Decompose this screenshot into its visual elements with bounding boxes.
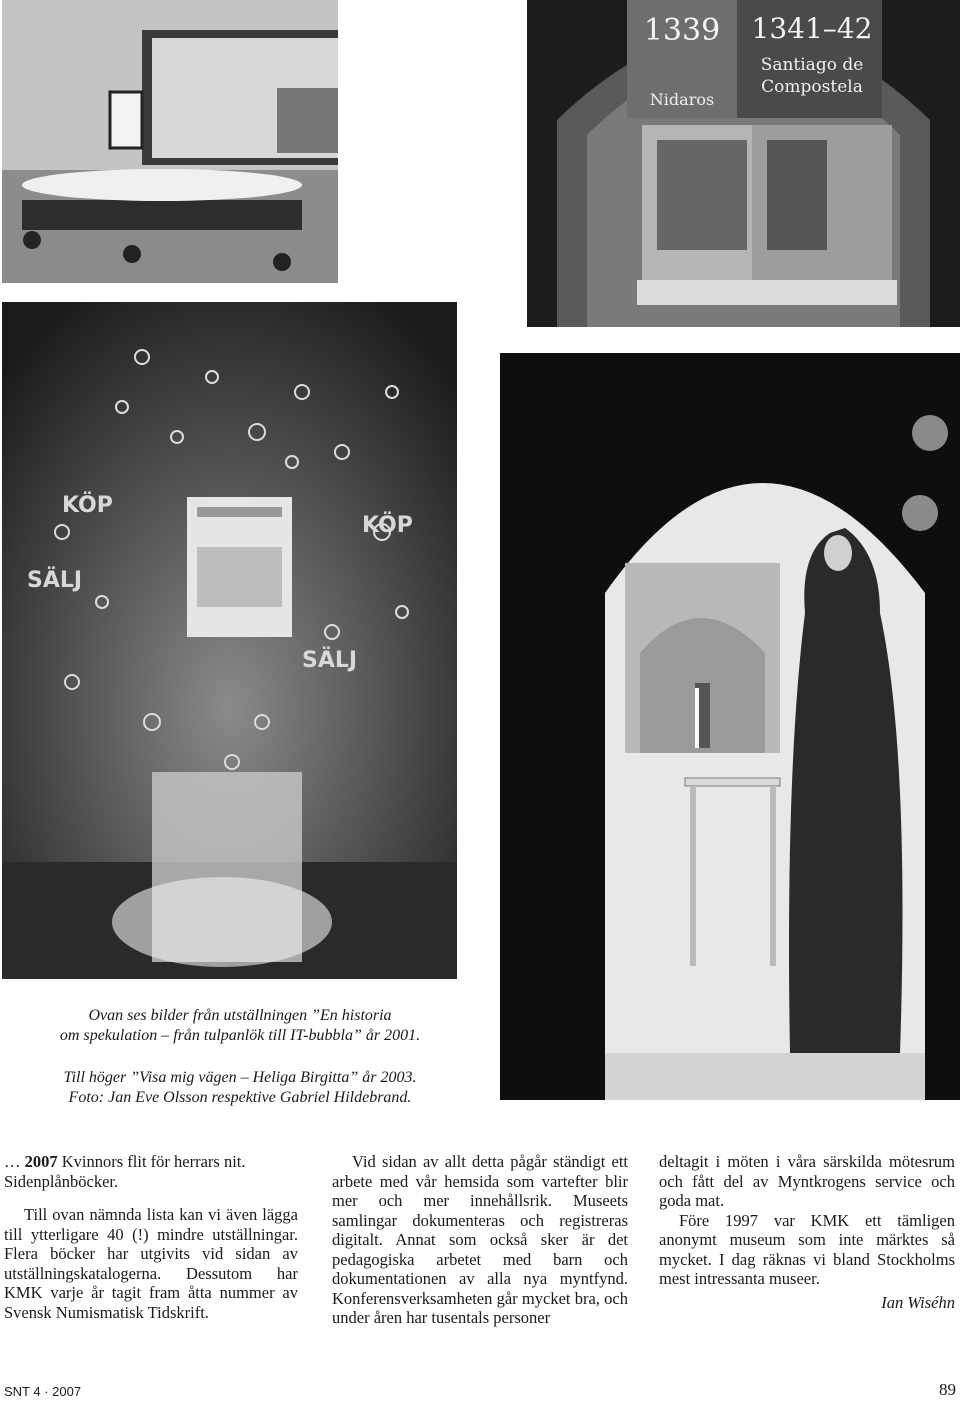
paragraph: Till ovan nämnda lista kan vi även lägga till ytterligare 40 (!) mindre utställningar. Flera böcker har utgivits vid sidan av utställningskatalogerna. Dessutom har KMK varje år tagit fram åtta nummer av Svensk Numismatisk Tidskrift.	[4, 1205, 298, 1322]
place-nidaros: Nidaros	[649, 90, 715, 109]
caption-line: om spekulation – från tulpanlök till IT-bubbla” år 2001.	[59, 1027, 421, 1044]
text-column-1	[4, 1152, 298, 1322]
page-number: 89	[939, 1380, 956, 1399]
paragraph: Vid sidan av allt detta pågår ständigt ett arbete med vår hemsida som vartefter blir mer och mer innehållsrik. Museets samlingar dokumenteras och registreras digitalt. Annat som också sker är det pedagogiska arbetet med barn och dokumentationen av alla nya myntfynd. Konferensverksamheten går mycket bra, och under åren har tusentals personer	[332, 1152, 628, 1327]
year-label: 2007	[24, 1152, 58, 1171]
text-column-2	[332, 1152, 628, 1328]
journal-footer: SNT 4 · 2007	[4, 1384, 82, 1399]
author-signature: Ian Wiséhn	[881, 1292, 955, 1312]
sign-salj-2: SÄLJ	[302, 648, 358, 673]
photo-bubble-exhibition	[2, 302, 457, 979]
sign-kop-1: KÖP	[62, 493, 113, 518]
place-compostela: Compostela	[761, 77, 863, 97]
caption-birgitta	[40, 1068, 440, 1108]
paragraph: Före 1997 var KMK ett tämligen anonymt museum som inte märktes så mycket. I dag räknas vi bland Stockholms mest intressanta museer.	[659, 1210, 955, 1288]
caption-tulip	[40, 1006, 440, 1046]
sign-salj-1: SÄLJ	[27, 568, 83, 593]
paragraph: deltagit i möten i våra särskilda mötesrum och fått del av Myntkrogens service och goda mat.	[659, 1152, 955, 1210]
caption-line: Foto: Jan Eve Olsson respektive Gabriel Hildebrand.	[68, 1089, 412, 1106]
photo-birgitta-display	[500, 353, 960, 1100]
paragraph	[4, 1152, 298, 1191]
year-1339: 1339	[643, 13, 721, 48]
ellipsis: …	[4, 1152, 21, 1171]
photo-tulip-exhibition	[2, 0, 338, 283]
caption-line: Ovan ses bilder från utställningen ”En historia	[88, 1007, 392, 1024]
place-santiago: Santiago de	[760, 55, 864, 75]
sign-kop-2: KÖP	[362, 513, 413, 538]
year-1341-42: 1341–42	[751, 12, 873, 45]
caption-line: Till höger ”Visa mig vägen – Heliga Birgitta” år 2003.	[63, 1069, 417, 1086]
photo-pilgrim-display	[527, 0, 960, 327]
text-column-3	[659, 1152, 955, 1312]
paragraph-text: Kvinnors flit för herrars nit. Sidenplånböcker.	[4, 1152, 246, 1191]
